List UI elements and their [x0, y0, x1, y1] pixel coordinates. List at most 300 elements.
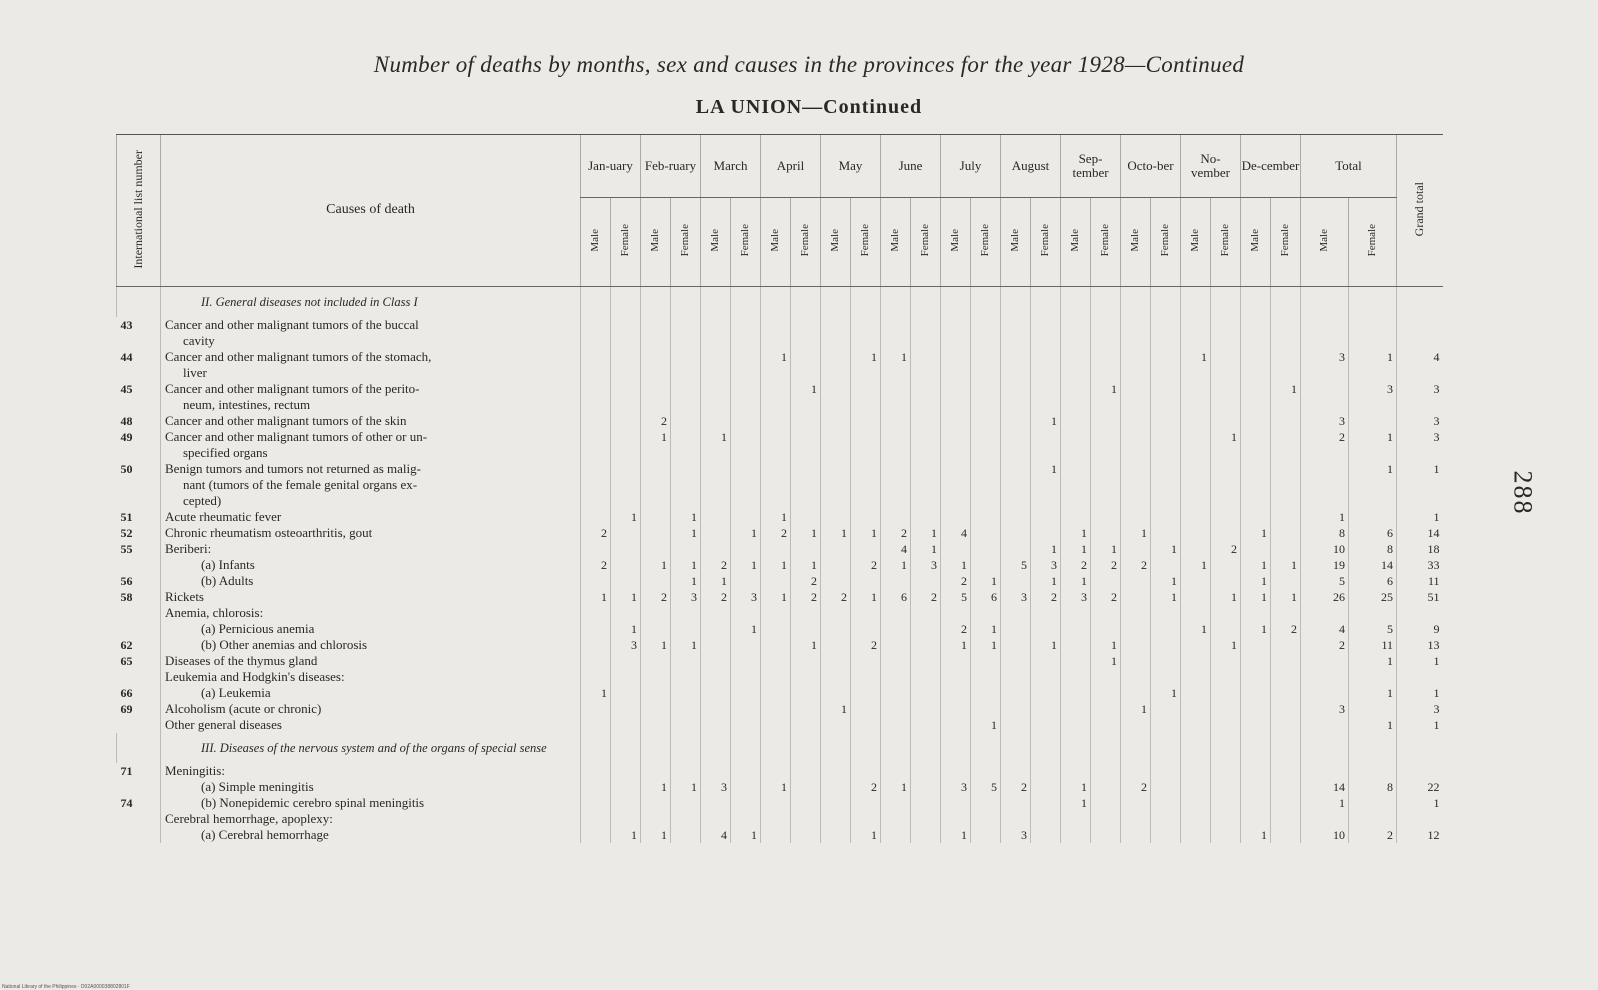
- count-cell: [851, 365, 881, 381]
- count-cell: [1211, 413, 1241, 429]
- header-male: [1241, 198, 1271, 287]
- count-cell: [1151, 413, 1181, 429]
- count-cell: [1241, 365, 1271, 381]
- empty-cell: [941, 733, 971, 763]
- count-cell: [701, 413, 731, 429]
- count-cell: [941, 717, 971, 733]
- count-cell: 1: [671, 557, 701, 573]
- count-cell: [1121, 461, 1151, 477]
- count-cell: [761, 461, 791, 477]
- count-cell: [1121, 477, 1151, 493]
- count-cell: [1121, 429, 1151, 445]
- count-cell: [1241, 653, 1271, 669]
- count-cell: [1001, 717, 1031, 733]
- count-cell: 1: [611, 589, 641, 605]
- count-cell: [851, 669, 881, 685]
- count-cell: [1271, 701, 1301, 717]
- count-cell: [1031, 605, 1061, 621]
- count-cell: [941, 429, 971, 445]
- table-row: [117, 541, 1443, 557]
- count-cell: [1091, 827, 1121, 843]
- header-month: April: [761, 135, 821, 198]
- count-cell: [911, 573, 941, 589]
- empty-cell: [1301, 733, 1349, 763]
- table-row: [117, 621, 1443, 637]
- count-cell: [1271, 811, 1301, 827]
- cause-of-death: Cancer and other malignant tumors of the skin: [161, 413, 581, 429]
- count-cell: [1211, 717, 1241, 733]
- empty-cell: [641, 733, 671, 763]
- count-cell: [1121, 397, 1151, 413]
- cause-of-death: Cancer and other malignant tumors of the stomach,: [161, 349, 581, 365]
- count-cell: 1: [971, 573, 1001, 589]
- grand-total-cell: 1: [1397, 717, 1443, 733]
- count-cell: [1061, 701, 1091, 717]
- count-cell: [971, 477, 1001, 493]
- total-cell: 1: [1349, 653, 1397, 669]
- total-cell: [1349, 493, 1397, 509]
- header-month: De-cember: [1241, 135, 1301, 198]
- count-cell: [941, 811, 971, 827]
- count-cell: [1001, 795, 1031, 811]
- count-cell: [1091, 525, 1121, 541]
- count-cell: [1271, 669, 1301, 685]
- count-cell: [1271, 779, 1301, 795]
- count-cell: [971, 397, 1001, 413]
- header-male-label: Male: [828, 229, 841, 252]
- count-cell: [911, 413, 941, 429]
- count-cell: [1151, 477, 1181, 493]
- count-cell: [1091, 397, 1121, 413]
- count-cell: [1241, 429, 1271, 445]
- count-cell: [1151, 557, 1181, 573]
- count-cell: [1211, 701, 1241, 717]
- table-row: [117, 413, 1443, 429]
- count-cell: [821, 653, 851, 669]
- count-cell: [821, 397, 851, 413]
- count-cell: 2: [581, 525, 611, 541]
- total-cell: 14: [1301, 779, 1349, 795]
- cause-of-death: specified organs: [161, 445, 581, 461]
- grand-total-cell: 33: [1397, 557, 1443, 573]
- header-male-label: Male: [708, 229, 721, 252]
- count-cell: [611, 541, 641, 557]
- count-cell: [821, 413, 851, 429]
- count-cell: [791, 621, 821, 637]
- count-cell: 1: [881, 557, 911, 573]
- count-cell: [701, 701, 731, 717]
- grand-total-cell: 1: [1397, 795, 1443, 811]
- count-cell: [911, 827, 941, 843]
- count-cell: [581, 621, 611, 637]
- count-cell: [881, 413, 911, 429]
- count-cell: [1061, 365, 1091, 381]
- cause-of-death: nant (tumors of the female genital organs ex-: [161, 477, 581, 493]
- count-cell: [611, 717, 641, 733]
- count-cell: 1: [1091, 637, 1121, 653]
- empty-cell: [581, 287, 611, 318]
- count-cell: [641, 397, 671, 413]
- empty-cell: [1091, 287, 1121, 318]
- count-cell: [1271, 827, 1301, 843]
- count-cell: [1091, 701, 1121, 717]
- list-number: 71: [120, 763, 133, 778]
- empty-cell: [791, 733, 821, 763]
- count-cell: [791, 413, 821, 429]
- count-cell: [671, 349, 701, 365]
- count-cell: [641, 493, 671, 509]
- count-cell: [911, 477, 941, 493]
- list-number: 48: [120, 413, 133, 428]
- empty-cell: [1061, 287, 1091, 318]
- count-cell: [911, 445, 941, 461]
- count-cell: [761, 397, 791, 413]
- count-cell: [911, 381, 941, 397]
- list-number: 51: [120, 509, 133, 524]
- count-cell: 1: [1061, 795, 1091, 811]
- cause-of-death: liver: [161, 365, 581, 381]
- count-cell: 1: [1031, 541, 1061, 557]
- count-cell: [641, 365, 671, 381]
- empty-cell: [641, 287, 671, 318]
- empty-cell: [941, 287, 971, 318]
- total-cell: 3: [1301, 701, 1349, 717]
- header-male-label: Male: [1068, 229, 1081, 252]
- count-cell: 1: [1061, 525, 1091, 541]
- count-cell: [971, 493, 1001, 509]
- count-cell: [611, 445, 641, 461]
- count-cell: [1001, 461, 1031, 477]
- empty-cell: [671, 733, 701, 763]
- count-cell: [761, 763, 791, 779]
- count-cell: [1181, 445, 1211, 461]
- empty-cell: [971, 733, 1001, 763]
- count-cell: [731, 509, 761, 525]
- count-cell: [1241, 541, 1271, 557]
- count-cell: [671, 811, 701, 827]
- cause-of-death: (b) Adults: [161, 573, 581, 589]
- total-cell: [1301, 365, 1349, 381]
- count-cell: [881, 827, 911, 843]
- cause-of-death: Diseases of the thymus gland: [161, 653, 581, 669]
- count-cell: [1061, 493, 1091, 509]
- count-cell: [1031, 763, 1061, 779]
- count-cell: [881, 653, 911, 669]
- grand-total-cell: 1: [1397, 685, 1443, 701]
- count-cell: [791, 493, 821, 509]
- count-cell: [1241, 795, 1271, 811]
- count-cell: 2: [761, 525, 791, 541]
- header-list-number: [117, 135, 161, 287]
- count-cell: 1: [1091, 653, 1121, 669]
- count-cell: 1: [581, 589, 611, 605]
- count-cell: [1181, 381, 1211, 397]
- count-cell: [641, 605, 671, 621]
- count-cell: [821, 317, 851, 333]
- list-number: [117, 811, 161, 827]
- cause-of-death: Chronic rheumatism osteoarthritis, gout: [161, 525, 581, 541]
- count-cell: [821, 509, 851, 525]
- list-number: [117, 605, 161, 621]
- header-male-label: Male: [1317, 229, 1330, 252]
- empty-cell: [1397, 733, 1443, 763]
- header-male-label: Male: [948, 229, 961, 252]
- count-cell: [701, 525, 731, 541]
- count-cell: [581, 669, 611, 685]
- count-cell: 1: [611, 509, 641, 525]
- count-cell: [1151, 717, 1181, 733]
- count-cell: 2: [701, 557, 731, 573]
- count-cell: 3: [1061, 589, 1091, 605]
- count-cell: 1: [671, 573, 701, 589]
- list-number: 62: [120, 637, 133, 652]
- total-cell: [1301, 381, 1349, 397]
- count-cell: [1181, 701, 1211, 717]
- count-cell: 1: [1241, 621, 1271, 637]
- count-cell: [1271, 525, 1301, 541]
- header-female-label: Female: [978, 224, 991, 257]
- count-cell: [881, 685, 911, 701]
- count-cell: [761, 429, 791, 445]
- grand-total-cell: 3: [1397, 429, 1443, 445]
- count-cell: [971, 509, 1001, 525]
- grand-total-cell: 9: [1397, 621, 1443, 637]
- count-cell: [821, 429, 851, 445]
- count-cell: [641, 685, 671, 701]
- empty-cell: [731, 733, 761, 763]
- empty-cell: [1001, 287, 1031, 318]
- count-cell: [791, 701, 821, 717]
- count-cell: [821, 605, 851, 621]
- count-cell: [1061, 621, 1091, 637]
- count-cell: 1: [881, 779, 911, 795]
- count-cell: [1001, 365, 1031, 381]
- count-cell: [641, 317, 671, 333]
- count-cell: 1: [791, 525, 821, 541]
- count-cell: [851, 701, 881, 717]
- table-row: [117, 557, 1443, 573]
- count-cell: [881, 717, 911, 733]
- empty-cell: [1271, 733, 1301, 763]
- count-cell: [1151, 669, 1181, 685]
- count-cell: [881, 573, 911, 589]
- grand-total-cell: 13: [1397, 637, 1443, 653]
- count-cell: [1211, 509, 1241, 525]
- count-cell: [581, 811, 611, 827]
- header-male-label: Male: [588, 229, 601, 252]
- count-cell: [1151, 381, 1181, 397]
- count-cell: [1001, 477, 1031, 493]
- total-cell: [1301, 461, 1349, 477]
- count-cell: [1271, 365, 1301, 381]
- count-cell: [1121, 637, 1151, 653]
- count-cell: [1241, 763, 1271, 779]
- count-cell: [821, 763, 851, 779]
- count-cell: 2: [1031, 589, 1061, 605]
- header-female: [1091, 198, 1121, 287]
- count-cell: [701, 381, 731, 397]
- grand-total-cell: [1397, 669, 1443, 685]
- count-cell: [851, 317, 881, 333]
- count-cell: [1211, 779, 1241, 795]
- empty-cell: [1061, 733, 1091, 763]
- count-cell: [1061, 605, 1091, 621]
- count-cell: [671, 317, 701, 333]
- total-cell: 3: [1301, 349, 1349, 365]
- grand-total-cell: [1397, 317, 1443, 333]
- count-cell: [1271, 685, 1301, 701]
- count-cell: [941, 477, 971, 493]
- list-number: [117, 445, 161, 461]
- count-cell: [911, 493, 941, 509]
- count-cell: [941, 365, 971, 381]
- empty-cell: [701, 733, 731, 763]
- count-cell: [1181, 717, 1211, 733]
- count-cell: [581, 763, 611, 779]
- total-cell: 8: [1349, 541, 1397, 557]
- count-cell: 3: [1031, 557, 1061, 573]
- header-male-label: Male: [888, 229, 901, 252]
- count-cell: [1001, 493, 1031, 509]
- count-cell: [1031, 349, 1061, 365]
- count-cell: [731, 365, 761, 381]
- count-cell: 1: [701, 573, 731, 589]
- count-cell: [821, 541, 851, 557]
- count-cell: [971, 811, 1001, 827]
- count-cell: [1181, 413, 1211, 429]
- count-cell: [1061, 381, 1091, 397]
- count-cell: 1: [641, 429, 671, 445]
- count-cell: [941, 685, 971, 701]
- count-cell: [1241, 461, 1271, 477]
- count-cell: 2: [881, 525, 911, 541]
- header-female-label: Female: [618, 224, 631, 257]
- list-number: [117, 397, 161, 413]
- header-female-label: Female: [1278, 224, 1291, 257]
- count-cell: 6: [971, 589, 1001, 605]
- count-cell: [671, 381, 701, 397]
- header-female-label: Female: [1218, 224, 1231, 257]
- count-cell: [1241, 445, 1271, 461]
- header-female-label: Female: [738, 224, 751, 257]
- count-cell: [611, 381, 641, 397]
- count-cell: [1211, 349, 1241, 365]
- count-cell: 1: [881, 349, 911, 365]
- count-cell: 1: [1241, 557, 1271, 573]
- cause-of-death: Cerebral hemorrhage, apoplexy:: [161, 811, 581, 827]
- grand-total-cell: 1: [1397, 461, 1443, 477]
- count-cell: [1241, 637, 1271, 653]
- count-cell: 1: [671, 637, 701, 653]
- count-cell: [701, 763, 731, 779]
- header-male: [701, 198, 731, 287]
- count-cell: [1031, 685, 1061, 701]
- count-cell: [1241, 717, 1271, 733]
- count-cell: [701, 317, 731, 333]
- grand-total-cell: [1397, 811, 1443, 827]
- count-cell: [611, 701, 641, 717]
- count-cell: [671, 413, 701, 429]
- count-cell: 1: [821, 525, 851, 541]
- count-cell: [1031, 429, 1061, 445]
- count-cell: [911, 317, 941, 333]
- count-cell: [881, 477, 911, 493]
- total-cell: 10: [1301, 827, 1349, 843]
- count-cell: [761, 685, 791, 701]
- count-cell: 2: [911, 589, 941, 605]
- count-cell: [1091, 413, 1121, 429]
- count-cell: [641, 333, 671, 349]
- count-cell: [971, 541, 1001, 557]
- count-cell: [1001, 701, 1031, 717]
- count-cell: [1151, 445, 1181, 461]
- count-cell: [1001, 637, 1031, 653]
- total-cell: 1: [1349, 685, 1397, 701]
- cause-of-death: cepted): [161, 493, 581, 509]
- count-cell: [701, 445, 731, 461]
- total-cell: 26: [1301, 589, 1349, 605]
- count-cell: 2: [1001, 779, 1031, 795]
- header-month: August: [1001, 135, 1061, 198]
- count-cell: [791, 795, 821, 811]
- count-cell: [971, 349, 1001, 365]
- empty-cell: [971, 287, 1001, 318]
- count-cell: [611, 429, 641, 445]
- count-cell: [731, 397, 761, 413]
- count-cell: [731, 445, 761, 461]
- count-cell: 1: [611, 621, 641, 637]
- count-cell: [701, 493, 731, 509]
- table-row: [117, 365, 1443, 381]
- header-month: March: [701, 135, 761, 198]
- header-female: [611, 198, 641, 287]
- count-cell: [971, 365, 1001, 381]
- count-cell: [1151, 317, 1181, 333]
- cause-of-death: Rickets: [161, 589, 581, 605]
- count-cell: [1031, 779, 1061, 795]
- total-cell: [1349, 669, 1397, 685]
- count-cell: 6: [881, 589, 911, 605]
- count-cell: [881, 701, 911, 717]
- count-cell: [1271, 413, 1301, 429]
- header-female: [1349, 198, 1397, 287]
- count-cell: [581, 573, 611, 589]
- count-cell: [941, 605, 971, 621]
- count-cell: [1121, 541, 1151, 557]
- header-male: [1181, 198, 1211, 287]
- header-female: [971, 198, 1001, 287]
- count-cell: [1121, 763, 1151, 779]
- count-cell: [1001, 413, 1031, 429]
- count-cell: 1: [1031, 461, 1061, 477]
- count-cell: [1091, 795, 1121, 811]
- count-cell: [1151, 827, 1181, 843]
- count-cell: 1: [641, 827, 671, 843]
- count-cell: [731, 413, 761, 429]
- count-cell: [881, 811, 911, 827]
- count-cell: [1091, 429, 1121, 445]
- count-cell: [851, 717, 881, 733]
- total-cell: 1: [1349, 349, 1397, 365]
- count-cell: [581, 795, 611, 811]
- header-female-label: Female: [798, 224, 811, 257]
- count-cell: [1001, 349, 1031, 365]
- count-cell: [1181, 493, 1211, 509]
- header-male: [881, 198, 911, 287]
- list-number: [117, 365, 161, 381]
- header-month: June: [881, 135, 941, 198]
- count-cell: [1121, 717, 1151, 733]
